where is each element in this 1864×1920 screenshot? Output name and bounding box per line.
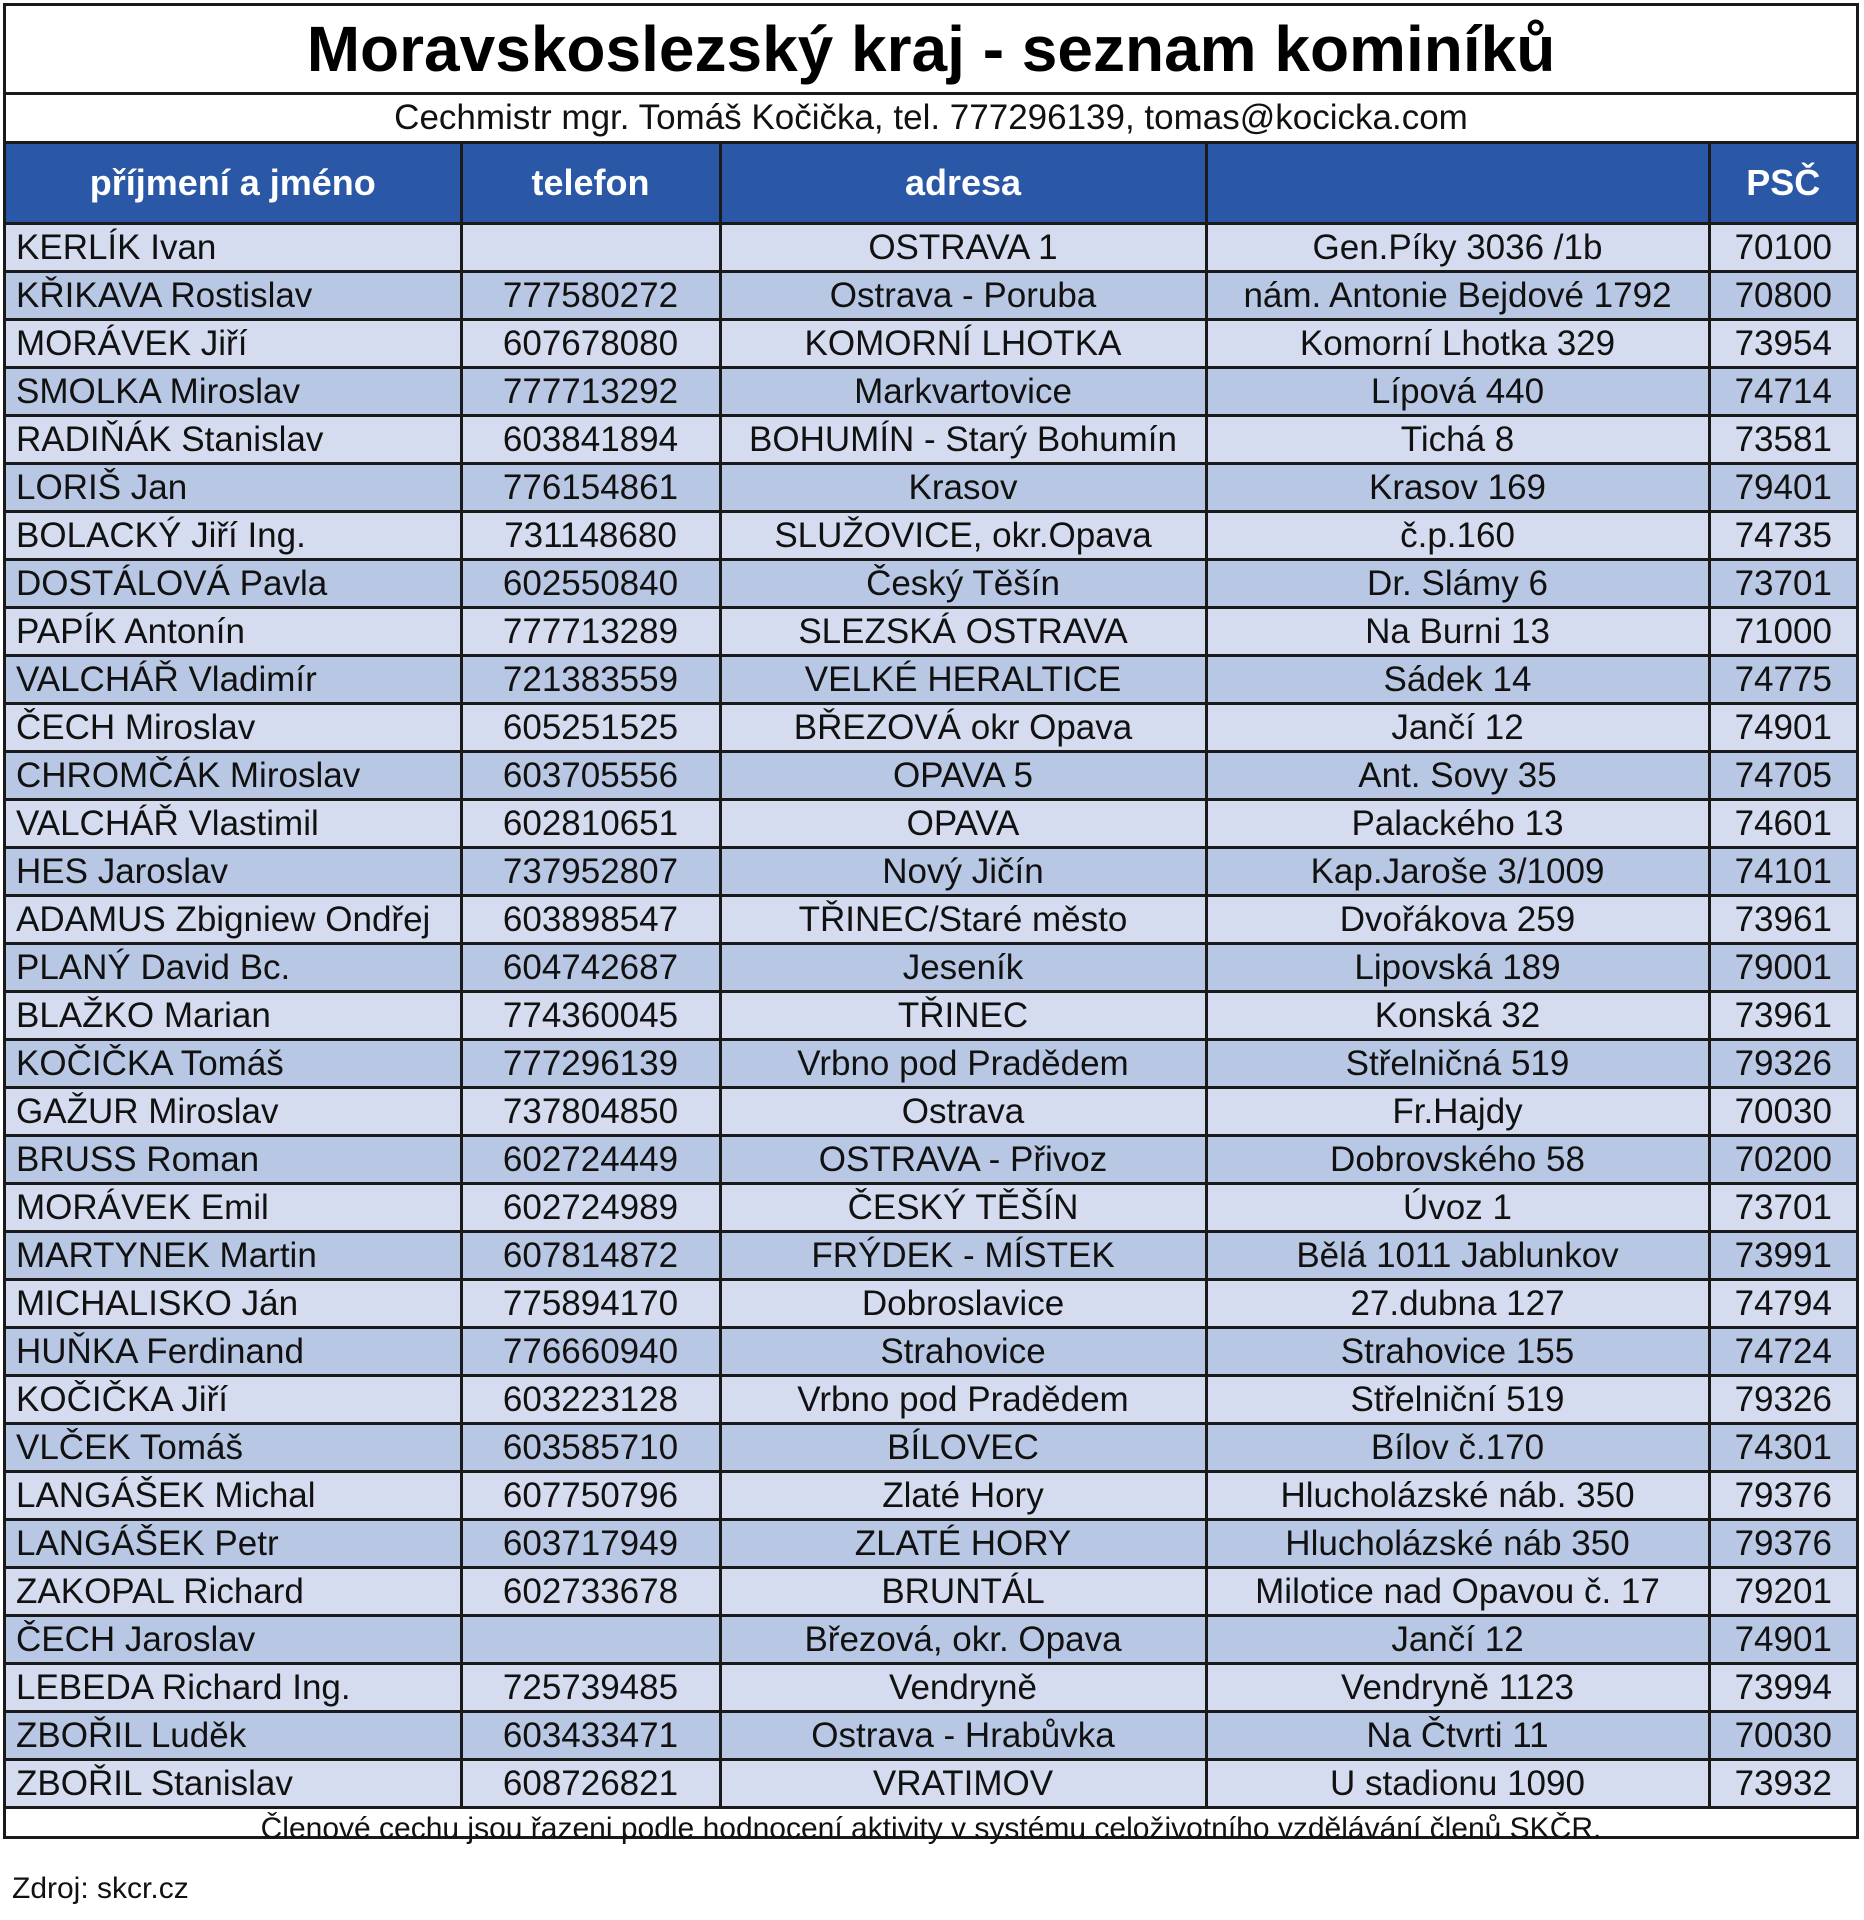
cell-postcode: 70030 <box>1709 1712 1856 1760</box>
cell-street: Bělá 1011 Jablunkov <box>1206 1232 1709 1280</box>
cell-postcode: 74101 <box>1709 848 1856 896</box>
cell-postcode: 79001 <box>1709 944 1856 992</box>
cell-postcode: 79201 <box>1709 1568 1856 1616</box>
cell-phone: 737804850 <box>461 1088 720 1136</box>
cell-phone: 602810651 <box>461 800 720 848</box>
cell-postcode: 79376 <box>1709 1472 1856 1520</box>
cell-phone: 603841894 <box>461 416 720 464</box>
cell-street: Jančí 12 <box>1206 1616 1709 1664</box>
cell-postcode: 74775 <box>1709 656 1856 704</box>
cell-name: BRUSS Roman <box>6 1136 461 1184</box>
cell-phone: 603223128 <box>461 1376 720 1424</box>
cell-street: Bílov č.170 <box>1206 1424 1709 1472</box>
cell-phone: 777296139 <box>461 1040 720 1088</box>
cell-street: Jančí 12 <box>1206 704 1709 752</box>
cell-city: BŘEZOVÁ okr Opava <box>720 704 1206 752</box>
chimney-sweep-list-sheet <box>3 3 1859 1845</box>
cell-phone: 602724989 <box>461 1184 720 1232</box>
cell-phone: 603585710 <box>461 1424 720 1472</box>
column-header-address-street <box>1206 144 1709 224</box>
table-row <box>6 1184 1856 1232</box>
cell-phone: 602550840 <box>461 560 720 608</box>
table-body <box>6 224 1856 1808</box>
cell-street: Na Burni 13 <box>1206 608 1709 656</box>
cell-postcode: 74901 <box>1709 704 1856 752</box>
cell-city: BOHUMÍN - Starý Bohumín <box>720 416 1206 464</box>
cell-postcode: 74724 <box>1709 1328 1856 1376</box>
cell-name: KERLÍK Ivan <box>6 224 461 272</box>
cell-city: Markvartovice <box>720 368 1206 416</box>
cell-name: KOČIČKA Jiří <box>6 1376 461 1424</box>
cell-phone: 607750796 <box>461 1472 720 1520</box>
cell-street: Palackého 13 <box>1206 800 1709 848</box>
table-row <box>6 1088 1856 1136</box>
cell-street: U stadionu 1090 <box>1206 1760 1709 1808</box>
cell-phone: 774360045 <box>461 992 720 1040</box>
cell-name: MORÁVEK Emil <box>6 1184 461 1232</box>
cell-phone: 721383559 <box>461 656 720 704</box>
cell-phone: 776154861 <box>461 464 720 512</box>
cell-street: Dr. Slámy 6 <box>1206 560 1709 608</box>
cell-postcode: 74901 <box>1709 1616 1856 1664</box>
cell-name: VALCHÁŘ Vladimír <box>6 656 461 704</box>
cell-city: OSTRAVA 1 <box>720 224 1206 272</box>
cell-street: Tichá 8 <box>1206 416 1709 464</box>
table-row <box>6 1232 1856 1280</box>
table-header-row <box>6 144 1856 224</box>
cell-city: OPAVA 5 <box>720 752 1206 800</box>
cell-phone: 603717949 <box>461 1520 720 1568</box>
table-row <box>6 272 1856 320</box>
table-row <box>6 1616 1856 1664</box>
cell-city: ZLATÉ HORY <box>720 1520 1206 1568</box>
table-row <box>6 1280 1856 1328</box>
cell-phone: 737952807 <box>461 848 720 896</box>
cell-phone: 775894170 <box>461 1280 720 1328</box>
table-row <box>6 1760 1856 1808</box>
table-row <box>6 1520 1856 1568</box>
cell-postcode: 73961 <box>1709 992 1856 1040</box>
cell-postcode: 73991 <box>1709 1232 1856 1280</box>
cell-street: Vendryně 1123 <box>1206 1664 1709 1712</box>
table-row <box>6 1136 1856 1184</box>
guild-master-contact: Cechmistr mgr. Tomáš Kočička, tel. 777296139, tomas@kocicka.com <box>6 95 1856 144</box>
cell-postcode: 73701 <box>1709 560 1856 608</box>
table-row <box>6 1568 1856 1616</box>
table-row <box>6 1040 1856 1088</box>
cell-city: Ostrava <box>720 1088 1206 1136</box>
cell-city: ČESKÝ TĚŠÍN <box>720 1184 1206 1232</box>
cell-name: LANGÁŠEK Petr <box>6 1520 461 1568</box>
cell-postcode: 74601 <box>1709 800 1856 848</box>
table-row <box>6 512 1856 560</box>
cell-city: VELKÉ HERALTICE <box>720 656 1206 704</box>
cell-phone: 604742687 <box>461 944 720 992</box>
cell-street: Konská 32 <box>1206 992 1709 1040</box>
column-header-postcode: PSČ <box>1709 144 1856 224</box>
cell-city: FRÝDEK - MÍSTEK <box>720 1232 1206 1280</box>
cell-name: MICHALISKO Ján <box>6 1280 461 1328</box>
cell-city: Březová, okr. Opava <box>720 1616 1206 1664</box>
cell-street: Lipovská 189 <box>1206 944 1709 992</box>
cell-name: SMOLKA Miroslav <box>6 368 461 416</box>
cell-street: 27.dubna 127 <box>1206 1280 1709 1328</box>
cell-postcode: 73932 <box>1709 1760 1856 1808</box>
table-row <box>6 1424 1856 1472</box>
source-credit: Zdroj: skcr.cz <box>12 1872 189 1905</box>
cell-postcode: 79326 <box>1709 1040 1856 1088</box>
cell-street: Ant. Sovy 35 <box>1206 752 1709 800</box>
cell-postcode: 70030 <box>1709 1088 1856 1136</box>
cell-postcode: 70100 <box>1709 224 1856 272</box>
cell-name: KOČIČKA Tomáš <box>6 1040 461 1088</box>
cell-name: DOSTÁLOVÁ Pavla <box>6 560 461 608</box>
cell-name: LEBEDA Richard Ing. <box>6 1664 461 1712</box>
cell-name: LORIŠ Jan <box>6 464 461 512</box>
cell-phone: 608726821 <box>461 1760 720 1808</box>
cell-phone: 777580272 <box>461 272 720 320</box>
cell-postcode: 73994 <box>1709 1664 1856 1712</box>
cell-street: Střelniční 519 <box>1206 1376 1709 1424</box>
cell-street: Komorní Lhotka 329 <box>1206 320 1709 368</box>
table-row <box>6 1328 1856 1376</box>
table-row <box>6 992 1856 1040</box>
cell-phone: 603898547 <box>461 896 720 944</box>
cell-phone: 725739485 <box>461 1664 720 1712</box>
cell-postcode: 71000 <box>1709 608 1856 656</box>
cell-city: Dobroslavice <box>720 1280 1206 1328</box>
cell-city: Jeseník <box>720 944 1206 992</box>
cell-city: BÍLOVEC <box>720 1424 1206 1472</box>
cell-city: Vrbno pod Pradědem <box>720 1376 1206 1424</box>
cell-city: Krasov <box>720 464 1206 512</box>
cell-street: Krasov 169 <box>1206 464 1709 512</box>
table-row <box>6 800 1856 848</box>
cell-phone: 603433471 <box>461 1712 720 1760</box>
cell-city: SLEZSKÁ OSTRAVA <box>720 608 1206 656</box>
table-row <box>6 1712 1856 1760</box>
cell-postcode: 73954 <box>1709 320 1856 368</box>
cell-city: Nový Jičín <box>720 848 1206 896</box>
cell-name: VALCHÁŘ Vlastimil <box>6 800 461 848</box>
cell-street: Hlucholázské náb 350 <box>1206 1520 1709 1568</box>
cell-name: MORÁVEK Jiří <box>6 320 461 368</box>
cell-postcode: 70200 <box>1709 1136 1856 1184</box>
cell-phone: 602724449 <box>461 1136 720 1184</box>
cell-phone: 777713292 <box>461 368 720 416</box>
cell-street: Hlucholázské náb. 350 <box>1206 1472 1709 1520</box>
cell-city: BRUNTÁL <box>720 1568 1206 1616</box>
table-row <box>6 320 1856 368</box>
cell-phone: 731148680 <box>461 512 720 560</box>
cell-city: Vrbno pod Pradědem <box>720 1040 1206 1088</box>
table-row <box>6 752 1856 800</box>
cell-name: PAPÍK Antonín <box>6 608 461 656</box>
cell-street: Kap.Jaroše 3/1009 <box>1206 848 1709 896</box>
cell-phone: 602733678 <box>461 1568 720 1616</box>
cell-street: Dvořákova 259 <box>1206 896 1709 944</box>
cell-name: RADIŇÁK Stanislav <box>6 416 461 464</box>
cell-city: OSTRAVA - Přivoz <box>720 1136 1206 1184</box>
cell-city: Český Těšín <box>720 560 1206 608</box>
cell-street: Sádek 14 <box>1206 656 1709 704</box>
table-row <box>6 1376 1856 1424</box>
page-title: Moravskoslezský kraj - seznam kominíků <box>6 6 1856 95</box>
cell-city: OPAVA <box>720 800 1206 848</box>
table-row <box>6 560 1856 608</box>
table-row <box>6 608 1856 656</box>
cell-name: GAŽUR Miroslav <box>6 1088 461 1136</box>
table-row <box>6 944 1856 992</box>
cell-city: Vendryně <box>720 1664 1206 1712</box>
cell-phone <box>461 1616 720 1664</box>
cell-postcode: 79376 <box>1709 1520 1856 1568</box>
cell-name: KŘIKAVA Rostislav <box>6 272 461 320</box>
cell-street: Na Čtvrti 11 <box>1206 1712 1709 1760</box>
table-row <box>6 416 1856 464</box>
cell-city: Strahovice <box>720 1328 1206 1376</box>
cell-postcode: 74794 <box>1709 1280 1856 1328</box>
cell-postcode: 73961 <box>1709 896 1856 944</box>
cell-street: Milotice nad Opavou č. 17 <box>1206 1568 1709 1616</box>
cell-postcode: 70800 <box>1709 272 1856 320</box>
cell-street: Dobrovského 58 <box>1206 1136 1709 1184</box>
cell-city: Zlaté Hory <box>720 1472 1206 1520</box>
cell-city: VRATIMOV <box>720 1760 1206 1808</box>
cell-city: TŘINEC <box>720 992 1206 1040</box>
cell-postcode: 73701 <box>1709 1184 1856 1232</box>
cell-name: MARTYNEK Martin <box>6 1232 461 1280</box>
cell-street: č.p.160 <box>1206 512 1709 560</box>
cell-street: Úvoz 1 <box>1206 1184 1709 1232</box>
table-row <box>6 656 1856 704</box>
table-row <box>6 848 1856 896</box>
column-header-address-city: adresa <box>720 144 1206 224</box>
cell-name: HUŇKA Ferdinand <box>6 1328 461 1376</box>
cell-phone: 776660940 <box>461 1328 720 1376</box>
cell-street: nám. Antonie Bejdové 1792 <box>1206 272 1709 320</box>
cell-postcode: 79326 <box>1709 1376 1856 1424</box>
cell-city: SLUŽOVICE, okr.Opava <box>720 512 1206 560</box>
cell-city: Ostrava - Poruba <box>720 272 1206 320</box>
cell-phone: 607814872 <box>461 1232 720 1280</box>
cell-postcode: 74714 <box>1709 368 1856 416</box>
cell-street: Gen.Píky 3036 /1b <box>1206 224 1709 272</box>
cell-name: ČECH Miroslav <box>6 704 461 752</box>
cell-name: HES Jaroslav <box>6 848 461 896</box>
cell-phone: 777713289 <box>461 608 720 656</box>
table-row <box>6 1664 1856 1712</box>
table-row <box>6 704 1856 752</box>
table-row <box>6 464 1856 512</box>
cell-name: LANGÁŠEK Michal <box>6 1472 461 1520</box>
cell-phone <box>461 224 720 272</box>
cell-name: ADAMUS Zbigniew Ondřej <box>6 896 461 944</box>
cell-name: PLANÝ David Bc. <box>6 944 461 992</box>
cell-postcode: 74301 <box>1709 1424 1856 1472</box>
cell-phone: 603705556 <box>461 752 720 800</box>
column-header-phone: telefon <box>461 144 720 224</box>
cell-name: ZBOŘIL Luděk <box>6 1712 461 1760</box>
cell-name: VLČEK Tomáš <box>6 1424 461 1472</box>
table-row <box>6 224 1856 272</box>
chimney-sweep-table <box>6 144 1856 1809</box>
cell-street: Strahovice 155 <box>1206 1328 1709 1376</box>
cell-city: Ostrava - Hrabůvka <box>720 1712 1206 1760</box>
table-row <box>6 896 1856 944</box>
cell-postcode: 79401 <box>1709 464 1856 512</box>
footnote: Členové cechu jsou řazeni podle hodnocení aktivity v systému celoživotního vzdělávání členů SKČR. <box>260 1812 1602 1845</box>
cell-city: KOMORNÍ LHOTKA <box>720 320 1206 368</box>
cell-city: TŘINEC/Staré město <box>720 896 1206 944</box>
cell-postcode: 74705 <box>1709 752 1856 800</box>
cell-street: Fr.Hajdy <box>1206 1088 1709 1136</box>
cell-name: ČECH Jaroslav <box>6 1616 461 1664</box>
cell-postcode: 74735 <box>1709 512 1856 560</box>
column-header-name: příjmení a jméno <box>6 144 461 224</box>
cell-name: BLAŽKO Marian <box>6 992 461 1040</box>
cell-phone: 605251525 <box>461 704 720 752</box>
cell-name: ZAKOPAL Richard <box>6 1568 461 1616</box>
table-row <box>6 368 1856 416</box>
cell-name: ZBOŘIL Stanislav <box>6 1760 461 1808</box>
cell-name: BOLACKÝ Jiří Ing. <box>6 512 461 560</box>
cell-postcode: 73581 <box>1709 416 1856 464</box>
cell-street: Střelničná 519 <box>1206 1040 1709 1088</box>
table-row <box>6 1472 1856 1520</box>
cell-street: Lípová 440 <box>1206 368 1709 416</box>
cell-phone: 607678080 <box>461 320 720 368</box>
cell-name: CHROMČÁK Miroslav <box>6 752 461 800</box>
